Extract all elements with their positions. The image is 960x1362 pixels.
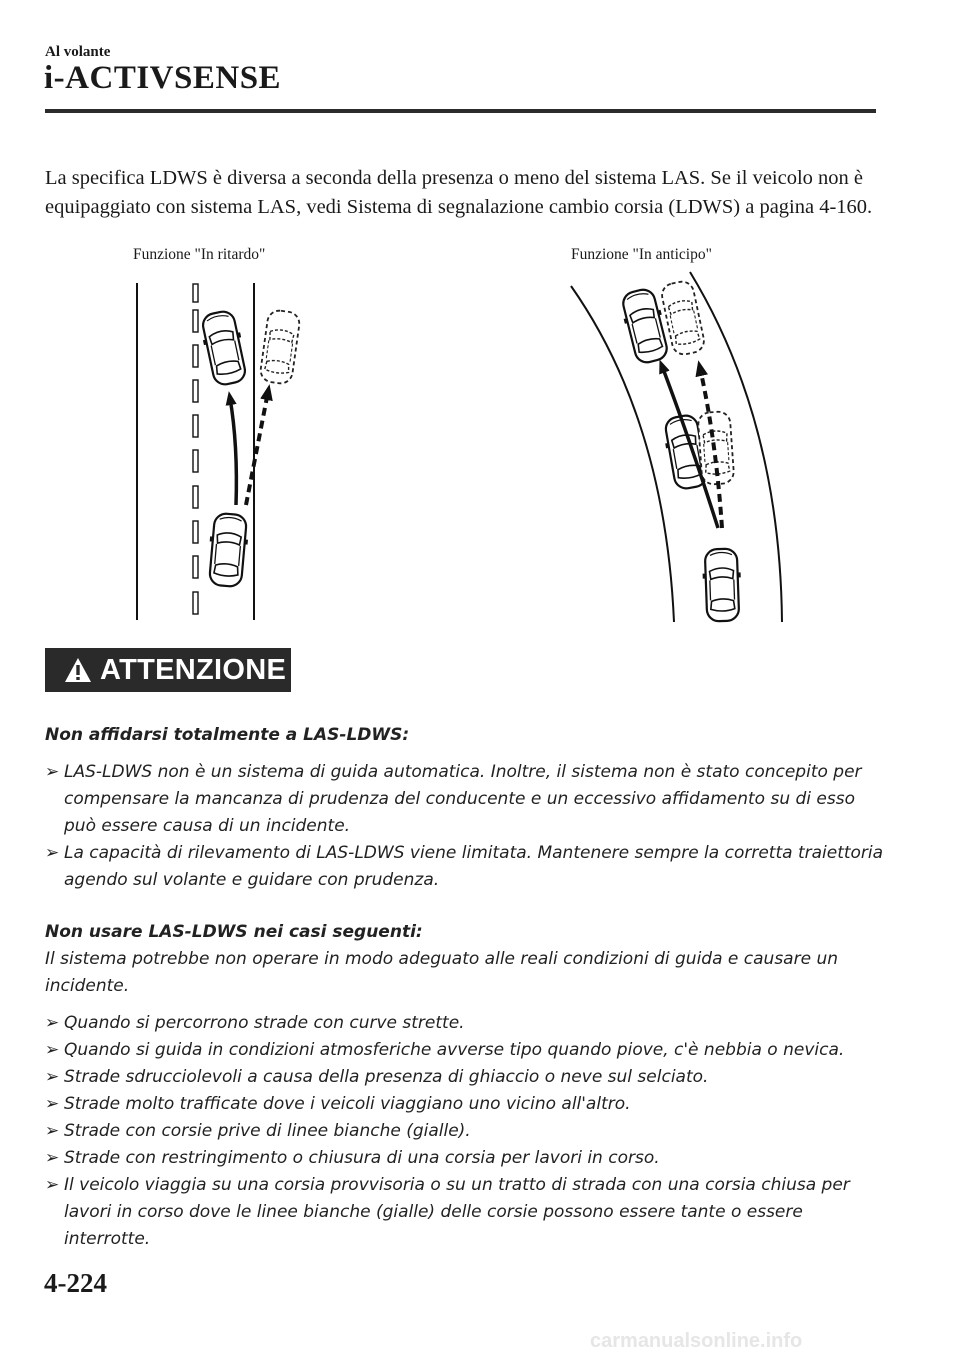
- warning-label: ATTENZIONE: [100, 653, 287, 686]
- warning-triangle-icon: [64, 657, 92, 683]
- caption-early: Funzione "In anticipo": [571, 246, 712, 263]
- block2-text: Il sistema potrebbe non operare in modo adeguato alle reali condizioni di guida e causare un incidente.: [45, 949, 838, 996]
- list-item: ➢ La capacità di rilevamento di LAS-LDWS viene limitata. Mantenere sempre la corretta traiettoria agendo sul volante e guidare con prudenza.: [45, 840, 885, 894]
- warning-block-1: [45, 722, 885, 894]
- bullet-arrow-icon: ➢: [45, 1013, 60, 1033]
- straight-road-figure: [137, 283, 301, 620]
- caption-late: Funzione "In ritardo": [133, 246, 266, 263]
- bullet-arrow-icon: ➢: [45, 1121, 60, 1141]
- warning-banner: [45, 648, 291, 692]
- list-item: ➢ Strade con restringimento o chiusura di una corsia per lavori in corso.: [45, 1145, 885, 1172]
- bullet-arrow-icon: ➢: [45, 762, 60, 782]
- list-item: ➢ Strade sdrucciolevoli a causa della presenza di ghiaccio o neve sul selciato.: [45, 1064, 885, 1091]
- bullet-arrow-icon: ➢: [45, 1148, 60, 1168]
- bullet-arrow-icon: ➢: [45, 1040, 60, 1060]
- footer-watermark: carmanualsonline.info: [590, 1330, 803, 1352]
- section-label: Al volante: [45, 44, 111, 60]
- bullet-arrow-icon: ➢: [45, 1175, 60, 1195]
- block2-heading: Non usare LAS-LDWS nei casi seguenti:: [45, 922, 423, 942]
- lane-diagram: [0, 0, 960, 640]
- list-item: ➢ Il veicolo viaggia su una corsia provvisoria o su un tratto di strada con una corsia chiusa per lavori in corso dove le linee bianche (gialle) delle corsie possono essere tante o essere interrotte.: [45, 1172, 885, 1253]
- curved-road-figure: [571, 272, 782, 622]
- list-item: ➢ LAS-LDWS non è un sistema di guida automatica. Inoltre, il sistema non è stato concepito per compensare la mancanza di prudenza del conducente e un eccessivo affidamento su di esso può essere causa di un incidente.: [45, 759, 885, 840]
- list-item: ➢ Strade molto trafficate dove i veicoli viaggiano uno vicino all'altro.: [45, 1091, 885, 1118]
- list-item: ➢ Quando si guida in condizioni atmosferiche avverse tipo quando piove, c'è nebbia o nevica.: [45, 1037, 885, 1064]
- page-number: 4-224: [44, 1268, 107, 1298]
- bullet-arrow-icon: ➢: [45, 1067, 60, 1087]
- page-title: i-ACTIVSENSE: [44, 60, 282, 96]
- intro-paragraph: La specifica LDWS è diversa a seconda della presenza o meno del sistema LAS. Se il veicolo non è equipaggiato con sistema LAS, vedi Sistema di segnalazione cambio corsia (LDWS) a pagina 4-160.: [45, 167, 873, 218]
- warning-block-2: [45, 919, 885, 1253]
- block1-heading: Non affidarsi totalmente a LAS-LDWS:: [45, 725, 410, 745]
- bullet-arrow-icon: ➢: [45, 843, 60, 863]
- list-item: ➢ Quando si percorrono strade con curve strette.: [45, 1010, 885, 1037]
- bullet-arrow-icon: ➢: [45, 1094, 60, 1114]
- list-item: ➢ Strade con corsie prive di linee bianche (gialle).: [45, 1118, 885, 1145]
